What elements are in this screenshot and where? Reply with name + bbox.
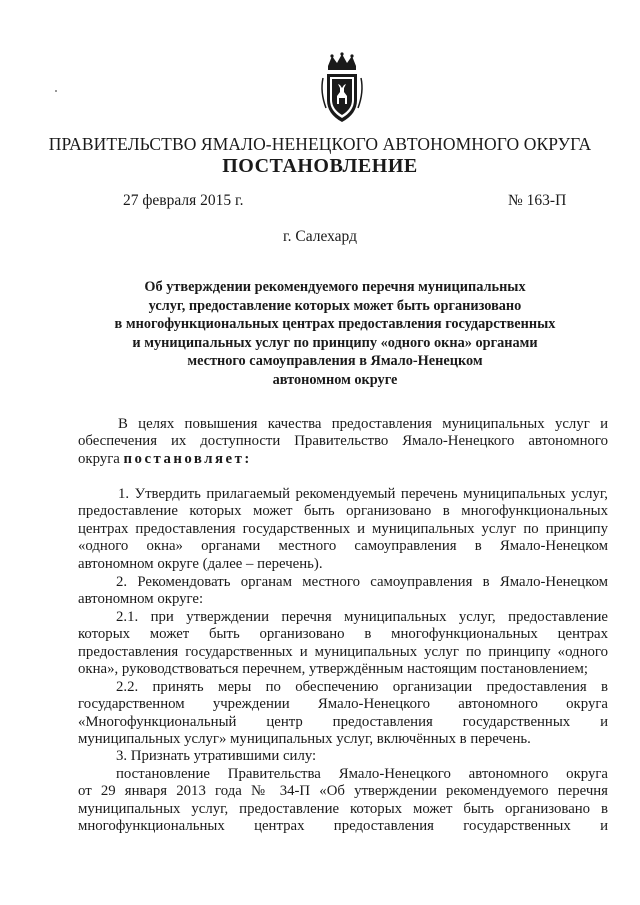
body-line xyxy=(78,451,608,468)
body-line: 2. Рекомендовать органам местного самоуправления в Ямало-Ненецком xyxy=(116,574,608,590)
document-date: 27 февраля 2015 г. xyxy=(123,192,244,209)
body-line: предоставления государственных и муниципальных услуг по принципу «одного xyxy=(78,643,608,660)
body-line: многофункциональных центрах предоставления государственных и xyxy=(78,818,608,835)
document-number: № 163-П xyxy=(508,192,567,209)
document-city: г. Салехард xyxy=(283,228,357,245)
body-line: окна», руководствоваться перечнем, утверждённым настоящим постановлением; xyxy=(78,661,588,678)
body-text: округа xyxy=(78,450,120,467)
body-line: 2.1. при утверждении перечня муниципальных услуг, предоставление xyxy=(116,609,608,625)
body-line: 2.2. принять меры по обеспечению организации предоставления в xyxy=(116,679,608,695)
item-2-1 xyxy=(78,609,608,679)
body-line: «Многофункциональный центр предоставления государственных и xyxy=(78,713,608,730)
item-3 xyxy=(78,748,608,765)
body-line: предоставление которых может быть организовано в многофункциональных xyxy=(78,503,608,520)
coat-of-arms-icon xyxy=(318,52,366,126)
item-1 xyxy=(78,486,608,573)
heading-line: услуг, предоставление которых может быть организовано xyxy=(148,297,522,314)
body-line: муниципальных услуг» муниципальных услуг, включённых в перечень. xyxy=(78,731,531,748)
body-line: центрах предоставления государственных и муниципальных услуг по принципу xyxy=(78,520,608,537)
body-line: от 29 января 2013 года № 34-П «Об утверждении рекомендуемого перечня xyxy=(78,783,608,800)
body-line: автономном округе (далее – перечень). xyxy=(78,555,323,572)
scan-speck xyxy=(55,90,57,92)
body-line: 1. Утвердить прилагаемый рекомендуемый перечень муниципальных услуг, xyxy=(118,486,608,502)
body-line: муниципальных услуг, предоставление которых может быть организовано в xyxy=(78,800,608,817)
item-2-2 xyxy=(78,679,608,749)
body-line: В целях повышения качества предоставления муниципальных услуг и xyxy=(118,416,608,432)
organization-title: ПРАВИТЕЛЬСТВО ЯМАЛО-НЕНЕЦКОГО АВТОНОМНОГО ОКРУГА xyxy=(48,134,592,154)
body-line: которых может быть организовано в многофункциональных центрах xyxy=(78,626,608,643)
document-heading xyxy=(90,278,580,390)
body-line: обеспечения их доступности Правительство Ямало-Ненецкого автономного xyxy=(78,433,608,450)
body-line: государственном учреждении Ямало-Ненецкого автономного округа xyxy=(78,696,608,713)
body-line: автономном округе: xyxy=(78,591,204,608)
body-line: постановление Правительства Ямало-Ненецкого автономного округа xyxy=(116,766,608,782)
intro-paragraph xyxy=(78,416,608,468)
heading-line: автономном округе xyxy=(272,371,398,388)
heading-line: местного самоуправления в Ямало-Ненецком xyxy=(187,353,483,370)
heading-line: Об утверждении рекомендуемого перечня муниципальных xyxy=(144,279,526,295)
heading-line: в многофункциональных центрах предоставления государственных xyxy=(114,316,556,333)
body-line: 3. Признать утратившими силу: xyxy=(116,748,317,764)
body-line: «одного окна» органами местного самоуправления в Ямало-Ненецком xyxy=(78,538,608,555)
item-2 xyxy=(78,574,608,609)
document-type: ПОСТАНОВЛЕНИЕ xyxy=(222,155,418,177)
item-3-repealed xyxy=(78,766,608,836)
resolves-word: постановляет: xyxy=(123,450,252,467)
heading-line: и муниципальных услуг по принципу «одного окна» органами xyxy=(132,334,538,351)
